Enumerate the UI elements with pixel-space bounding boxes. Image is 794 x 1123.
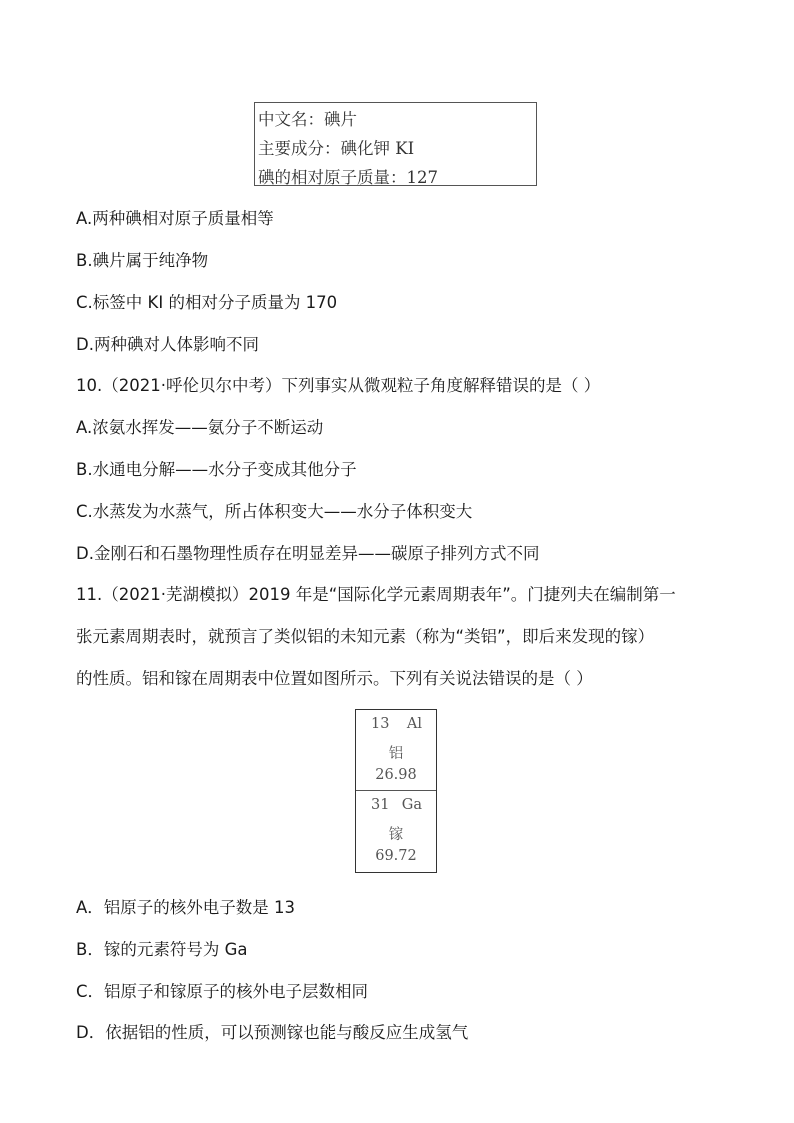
q10-option-c: C.水蒸发为水蒸气，所占体积变大——水分子体积变大 — [76, 502, 473, 521]
q10-option-b: B.水通电分解——水分子变成其他分子 — [76, 460, 357, 479]
q11-stem-line3: 的性质。铝和镓在周期表中位置如图所示。下列有关说法错误的是（ ） — [76, 669, 593, 688]
periodic-table-excerpt — [355, 709, 437, 873]
q9-option-b: B.碘片属于纯净物 — [76, 251, 209, 270]
q9-option-c: C.标签中 KI 的相对分子质量为 170 — [76, 293, 338, 312]
al-atomic-mass: 26.98 — [375, 767, 417, 783]
iodine-label-box — [254, 102, 537, 186]
ga-atomic-number: 31 — [371, 797, 390, 813]
q11-option-d: D．依据铝的性质，可以预测镓也能与酸反应生成氢气 — [76, 1023, 469, 1042]
q9-option-d: D.两种碘对人体影响不同 — [76, 335, 259, 354]
al-symbol: Al — [406, 716, 422, 732]
q10-option-a: A.浓氨水挥发——氨分子不断运动 — [76, 418, 324, 437]
ga-symbol: Ga — [401, 797, 422, 813]
q10-option-d: D.金刚石和石墨物理性质存在明显差异——碳原子排列方式不同 — [76, 544, 540, 563]
q10-stem: 10.（2021·呼伦贝尔中考）下列事实从微观粒子角度解释错误的是（ ） — [76, 376, 601, 395]
label-line-name: 中文名：碘片 — [258, 110, 357, 129]
ga-atomic-mass: 69.72 — [375, 848, 417, 864]
q9-option-a: A.两种碘相对原子质量相等 — [76, 209, 274, 228]
al-atomic-number: 13 — [371, 716, 390, 732]
q11-option-c: C．铝原子和镓原子的核外电子层数相同 — [76, 982, 369, 1001]
ga-name: 镓 — [388, 827, 404, 843]
q11-option-a: A．铝原子的核外电子数是 13 — [76, 898, 296, 917]
q11-stem-line2: 张元素周期表时，就预言了类似铝的未知元素（称为“类铝”，即后来发现的镓） — [76, 627, 655, 646]
label-line-mass: 碘的相对原子质量：127 — [258, 168, 438, 187]
al-name: 铝 — [388, 746, 404, 762]
label-line-ingredient: 主要成分：碘化钾 KI — [258, 139, 415, 158]
q11-option-b: B．镓的元素符号为 Ga — [76, 940, 248, 959]
q11-stem-line1: 11.（2021·芜湖模拟）2019 年是“国际化学元素周期表年”。门捷列夫在编制第一 — [76, 585, 676, 604]
element-cell-ga — [356, 791, 436, 871]
element-cell-al — [356, 710, 436, 791]
